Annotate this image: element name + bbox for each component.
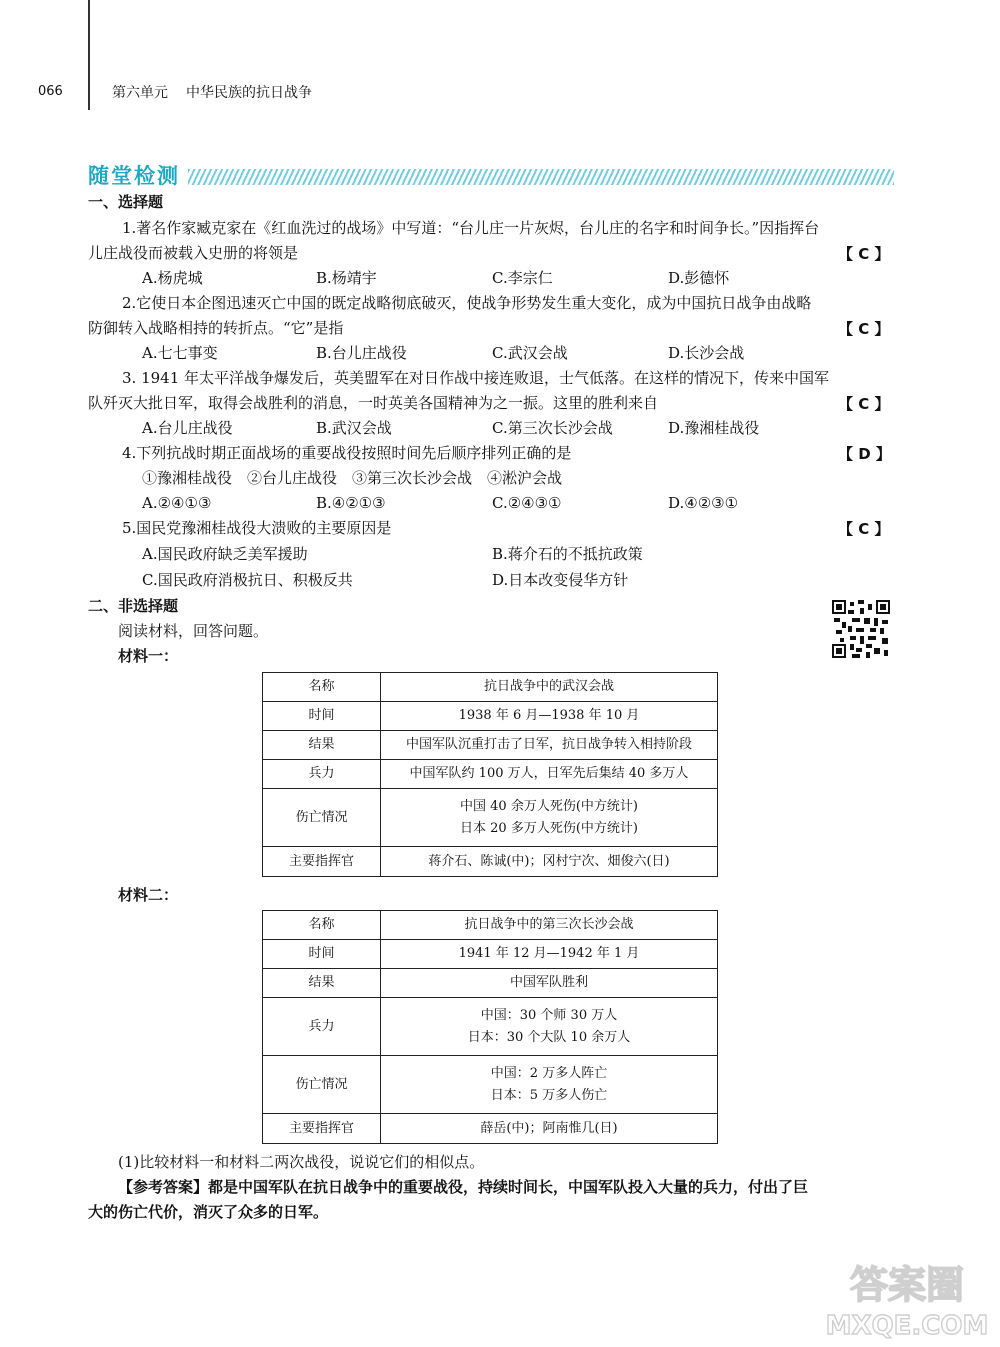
table-cell: 中国军队胜利 — [381, 969, 718, 998]
table-cell: 结果 — [263, 731, 381, 760]
table-cell: 名称 — [263, 673, 381, 702]
watermark-top: 答案圈 — [849, 1263, 965, 1307]
table-cell: 伤亡情况 — [263, 1056, 381, 1114]
table-cell: 中国军队约 100 万人，日军先后集结 40 多万人 — [381, 760, 718, 789]
table-row — [263, 847, 718, 877]
q2-option-a: A.七七事变 — [142, 344, 218, 362]
q3-option-d: D.豫湘桂战役 — [668, 419, 760, 437]
table-row — [263, 940, 718, 969]
table-cell: 兵力 — [263, 998, 381, 1056]
q4-option-a: A.②④①③ — [142, 494, 212, 512]
table-row — [263, 731, 718, 760]
table-cell-line: 日本：30 个大队 10 余万人 — [467, 1029, 631, 1045]
q2-option-d: D.长沙会战 — [668, 344, 745, 362]
table-row — [263, 702, 718, 731]
table-row — [263, 1114, 718, 1144]
instruction: 阅读材料，回答问题。 — [118, 622, 269, 640]
material2-table — [262, 910, 718, 1144]
table-cell-line: 中国：2 万多人阵亡 — [490, 1065, 608, 1081]
q5-option-b: B.蒋介石的不抵抗政策 — [492, 545, 643, 563]
qr-code[interactable] — [832, 600, 890, 658]
chapter-title: 中华民族的抗日战争 — [186, 85, 312, 101]
q3-option-b: B.武汉会战 — [316, 419, 392, 437]
table-row — [263, 969, 718, 998]
q2-line2: 防御转入战略相持的转折点。“它”是指 — [88, 319, 344, 337]
table-cell: 薛岳(中)；阿南惟几(日) — [381, 1114, 718, 1144]
table-cell: 中国军队沉重打击了日军，抗日战争转入相持阶段 — [381, 731, 718, 760]
q3-line1: 3. 1941 年太平洋战争爆发后，英美盟军在对日作战中接连败退，士气低落。在这样的情况下，传来中国军 — [122, 369, 830, 387]
q4-option-b: B.④②①③ — [316, 494, 386, 512]
q3-answer: 【 C 】 — [838, 395, 890, 413]
q1-option-c: C.李宗仁 — [492, 269, 553, 287]
table-cell-line: 中国 40 余万人死伤(中方统计) — [460, 798, 638, 814]
q5-option-c: C.国民政府消极抗日、积极反共 — [142, 571, 353, 589]
part1-title: 一、选择题 — [88, 193, 164, 211]
section-title: 随堂检测 — [88, 164, 180, 188]
material1-label: 材料一： — [118, 647, 179, 665]
q4-option-d: D.④②③① — [668, 494, 739, 512]
part2-title: 二、非选择题 — [88, 597, 179, 615]
q4-answer: 【 D 】 — [838, 445, 891, 463]
q1-option-d: D.彭德怀 — [668, 269, 730, 287]
table-cell: 时间 — [263, 940, 381, 969]
table-cell — [381, 789, 718, 847]
material1-table — [262, 672, 718, 877]
answer-1-line1: 【参考答案】都是中国军队在抗日战争中的重要战役，持续时间长，中国军队投入大量的兵力，付出了巨 — [118, 1178, 809, 1196]
table-row — [263, 911, 718, 940]
q3-option-a: A.台儿庄战役 — [142, 419, 233, 437]
table-cell: 抗日战争中的武汉会战 — [381, 673, 718, 702]
table-cell: 主要指挥官 — [263, 847, 381, 877]
q5-option-a: A.国民政府缺乏美军援助 — [142, 545, 308, 563]
table-cell — [381, 1056, 718, 1114]
table-cell: 主要指挥官 — [263, 1114, 381, 1144]
table-cell: 1938 年 6 月—1938 年 10 月 — [381, 702, 718, 731]
table-cell-line: 日本：5 万多人伤亡 — [490, 1087, 608, 1103]
q2-answer: 【 C 】 — [838, 320, 890, 338]
table-cell: 1941 年 12 月—1942 年 1 月 — [381, 940, 718, 969]
table-row — [263, 789, 718, 847]
table-cell: 兵力 — [263, 760, 381, 789]
watermark-bottom: MXQE.COM — [825, 1311, 989, 1340]
material2-label: 材料二： — [118, 886, 179, 904]
q1-answer: 【 C 】 — [838, 245, 890, 263]
q5-line1: 5.国民党豫湘桂战役大溃败的主要原因是 — [122, 519, 392, 537]
table-cell: 结果 — [263, 969, 381, 998]
q4-items: ①豫湘桂战役 ②台儿庄战役 ③第三次长沙会战 ④淞沪会战 — [142, 469, 563, 487]
table-cell — [381, 998, 718, 1056]
table-cell: 抗日战争中的第三次长沙会战 — [381, 911, 718, 940]
answer-1-line2: 大的伤亡代价，消灭了众多的日军。 — [88, 1203, 329, 1221]
table-cell: 时间 — [263, 702, 381, 731]
table-cell-line: 日本 20 多万人死伤(中方统计) — [460, 820, 638, 836]
section-banner — [88, 163, 894, 189]
unit-label: 第六单元 — [112, 85, 168, 101]
table-row — [263, 760, 718, 789]
page-number: 066 — [38, 84, 63, 99]
q2-option-c: C.武汉会战 — [492, 344, 568, 362]
q5-option-d: D.日本改变侵华方针 — [492, 571, 629, 589]
q1-line2: 儿庄战役而被载入史册的将领是 — [88, 244, 299, 262]
table-cell: 名称 — [263, 911, 381, 940]
q4-line1: 4.下列抗战时期正面战场的重要战役按照时间先后顺序排列正确的是 — [122, 444, 572, 462]
table-row — [263, 673, 718, 702]
table-cell: 伤亡情况 — [263, 789, 381, 847]
table-row — [263, 1056, 718, 1114]
question-1: (1)比较材料一和材料二两次战役，说说它们的相似点。 — [118, 1153, 485, 1171]
q3-line2: 队歼灭大批日军，取得会战胜利的消息，一时英美各国精神为之一振。这里的胜利来自 — [88, 394, 659, 412]
watermark-logo — [822, 1258, 992, 1340]
q1-option-a: A.杨虎城 — [142, 269, 203, 287]
table-cell: 蒋介石、陈诚(中)；冈村宁次、畑俊六(日) — [381, 847, 718, 877]
q3-option-c: C.第三次长沙会战 — [492, 419, 613, 437]
q4-option-c: C.②④③① — [492, 494, 562, 512]
table-cell-line: 中国：30 个师 30 万人 — [480, 1007, 618, 1023]
table-row — [263, 998, 718, 1056]
margin-rule — [88, 0, 90, 110]
q1-option-b: B.杨靖宇 — [316, 269, 377, 287]
section-hatch-decoration — [188, 169, 894, 185]
q2-option-b: B.台儿庄战役 — [316, 344, 407, 362]
q2-line1: 2.它使日本企图迅速灭亡中国的既定战略彻底破灭，使战争形势发生重大变化，成为中国抗日战争由战略 — [122, 294, 812, 312]
q5-answer: 【 C 】 — [838, 520, 890, 538]
q1-line1: 1.著名作家臧克家在《红血洗过的战场》中写道：“台儿庄一片灰烬，台儿庄的名字和时间争长。”因指挥台 — [122, 219, 820, 237]
